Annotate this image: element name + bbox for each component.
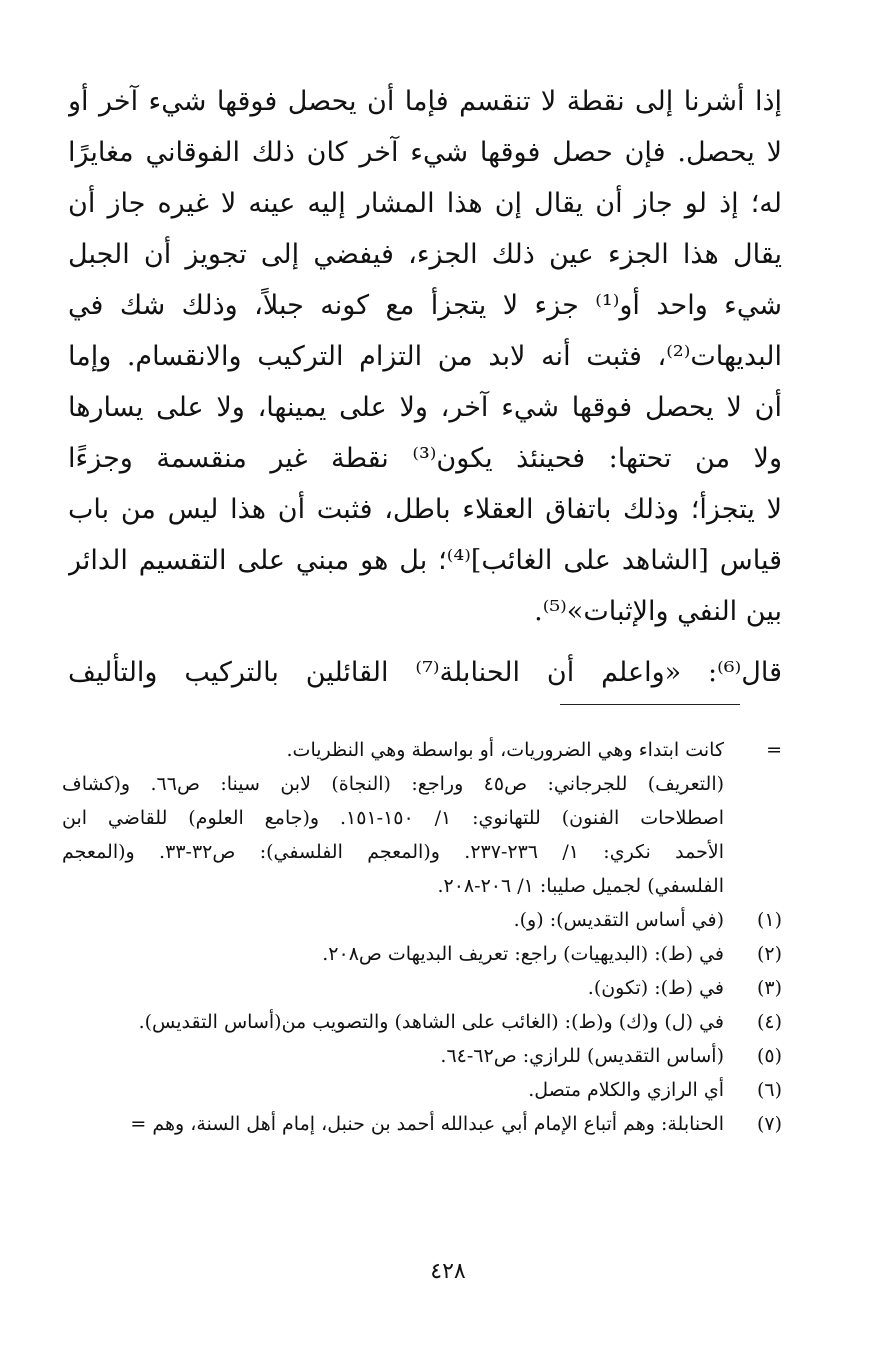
main-text-line: له؛ إذ لو جاز أن يقال إن هذا المشار إليه عينه لا غيره جاز أن <box>68 188 782 219</box>
footnote-number: (٥) <box>756 1045 782 1067</box>
main-text-line: قياس [الشاهد على الغائب]⁽⁴⁾؛ بل هو مبني على التقسيم الدائر <box>68 545 782 576</box>
footnote-continuation-text: كانت ابتداء وهي الضروريات، أو بواسطة وهي النظريات. <box>286 739 724 761</box>
footnote-item <box>62 1073 782 1107</box>
footnote-item <box>62 1005 782 1039</box>
footnote-item <box>62 1039 782 1073</box>
main-text-line: لا يحصل. فإن حصل فوقها شيء آخر كان ذلك الفوقاني مغايرًا <box>68 137 782 168</box>
footnote-item <box>62 1107 782 1141</box>
footnote-item <box>62 937 782 971</box>
footnote-text: (في أساس التقديس): (و). <box>513 909 724 931</box>
footnote-number: (٢) <box>756 943 782 965</box>
footnote-text: في (ط): (تكون). <box>587 977 724 999</box>
footnote-continuation-row <box>62 801 782 835</box>
main-text-line: أن لا يحصل فوقها شيء آخر، ولا على يمينها، ولا على يسارها <box>68 392 782 423</box>
page-number: ٤٢٨ <box>430 1259 466 1284</box>
footnote-continuation-text: الأحمد نكري: ١/ ٢٣٦-٢٣٧. و(المعجم الفلسفي): ص٣٢-٣٣. و(المعجم <box>62 841 724 863</box>
footnote-continuation-row <box>62 767 782 801</box>
footnote-continuation-text: الفلسفي) لجميل صليبا: ١/ ٢٠٦-٢٠٨. <box>437 875 724 897</box>
main-text-line: يقال هذا الجزء عين ذلك الجزء، فيفضي إلى تجويز أن الجبل <box>68 239 782 270</box>
main-text-line-new-paragraph: قال⁽⁶⁾: «واعلم أن الحنابلة⁽⁷⁾ القائلين بالتركيب والتأليف <box>68 657 782 688</box>
footnote-number: (٦) <box>756 1079 782 1101</box>
footnote-continuation-row <box>62 869 782 903</box>
footnote-continuation-text: (التعريف) للجرجاني: ص٤٥ وراجع: (النجاة) لابن سينا: ص٦٦. و(كشاف <box>62 773 724 795</box>
footnote-item <box>62 903 782 937</box>
main-text-block <box>68 76 782 698</box>
main-text-line: ولا من تحتها: فحينئذ يكون⁽³⁾ نقطة غير منقسمة وجزءًا <box>68 443 782 474</box>
footnote-text: (أساس التقديس) للرازي: ص٦٢-٦٤. <box>440 1045 724 1067</box>
footnote-item <box>62 971 782 1005</box>
footnote-continuation-marker: = <box>766 739 782 761</box>
main-text-line: البديهات⁽²⁾، فثبت أنه لابد من التزام التركيب والانقسام. وإما <box>68 341 782 372</box>
footnote-text: أي الرازي والكلام متصل. <box>528 1079 724 1101</box>
footnote-continuation-text: اصطلاحات الفنون) للتهانوي: ١/ ١٥٠-١٥١. و(جامع العلوم) للقاضي ابن <box>62 807 724 829</box>
footnote-separator <box>560 704 740 705</box>
footnote-text: في (ل) و(ك) و(ط): (الغائب على الشاهد) والتصويب من(أساس التقديس). <box>138 1011 724 1033</box>
main-text-line: شيء واحد أو⁽¹⁾ جزء لا يتجزأ مع كونه جبلاً، وذلك شك في <box>68 290 782 321</box>
footnote-text: في (ط): (البديهيات) راجع: تعريف البديهات ص٢٠٨. <box>322 943 724 965</box>
footnote-number: (٣) <box>756 977 782 999</box>
footnote-continuation-row <box>62 835 782 869</box>
footnote-number: (٤) <box>756 1011 782 1033</box>
footnotes-block <box>62 733 782 1141</box>
paragraph-gap <box>68 637 782 647</box>
footnote-number: (١) <box>756 909 782 931</box>
footnote-text: الحنابلة: وهم أتباع الإمام أبي عبدالله أحمد بن حنبل، إمام أهل السنة، وهم = <box>130 1113 724 1135</box>
footnote-number: (٧) <box>756 1113 782 1135</box>
main-text-line: بين النفي والإثبات»⁽⁵⁾. <box>534 596 782 627</box>
main-text-line: إذا أشرنا إلى نقطة لا تنقسم فإما أن يحصل فوقها شيء آخر أو <box>68 86 782 117</box>
main-text-line: لا يتجزأ؛ وذلك باتفاق العقلاء باطل، فثبت أن هذا ليس من باب <box>68 494 782 525</box>
footnote-continuation-row <box>62 733 782 767</box>
